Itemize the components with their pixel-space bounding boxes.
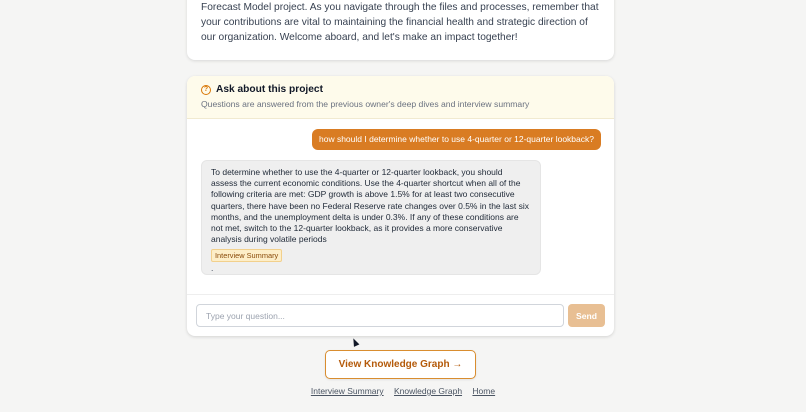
mouse-cursor-icon (351, 337, 360, 347)
send-button[interactable]: Send (568, 304, 605, 327)
assistant-message (201, 160, 541, 275)
footer-link-interview-summary[interactable]: Interview Summary (310, 386, 384, 396)
source-tag-interview-summary[interactable]: Interview Summary (211, 249, 282, 262)
welcome-text: Forecast Model project. As you navigate through the files and processes, remember that your contributions are vital to maintaining the financial health and strategic direction of our organization. Welcome aboard, and let's make an impact together! (201, 2, 599, 43)
view-knowledge-graph-button[interactable]: View Knowledge Graph → (325, 350, 476, 379)
divider (187, 294, 614, 295)
question-input[interactable] (196, 304, 564, 327)
footer-link-home[interactable]: Home (472, 386, 496, 396)
chat-title: Ask about this project (216, 84, 323, 95)
welcome-card (187, 0, 614, 60)
chat-header (187, 76, 614, 119)
ask-project-panel (187, 76, 614, 336)
chat-title-row (201, 84, 600, 95)
footer-link-knowledge-graph[interactable]: Knowledge Graph (394, 386, 463, 396)
help-circle-icon: ? (201, 85, 211, 95)
chat-subtitle: Questions are answered from the previous owner's deep dives and interview summary (201, 99, 530, 109)
footer-links (0, 386, 806, 396)
user-message: how should I determine whether to use 4-quarter or 12-quarter lookback? (312, 129, 601, 150)
assistant-message-text: To determine whether to use the 4-quarter or 12-quarter lookback, you should assess the current economic conditions. Use the 4-quarter shortcut when all of the following criteria are met: GDP growth is above 1.5% for at least two consecutive quarters, there have been no Federal Reserve rate changes over 0.5% in the last six months, and the unemployment delta is under 0.3%. If any of these conditions are not met, switch to the 12-quarter lookback, as it provides a more conservative analysis during volatile periods (211, 167, 529, 245)
assistant-message-trailing: . (211, 263, 214, 274)
